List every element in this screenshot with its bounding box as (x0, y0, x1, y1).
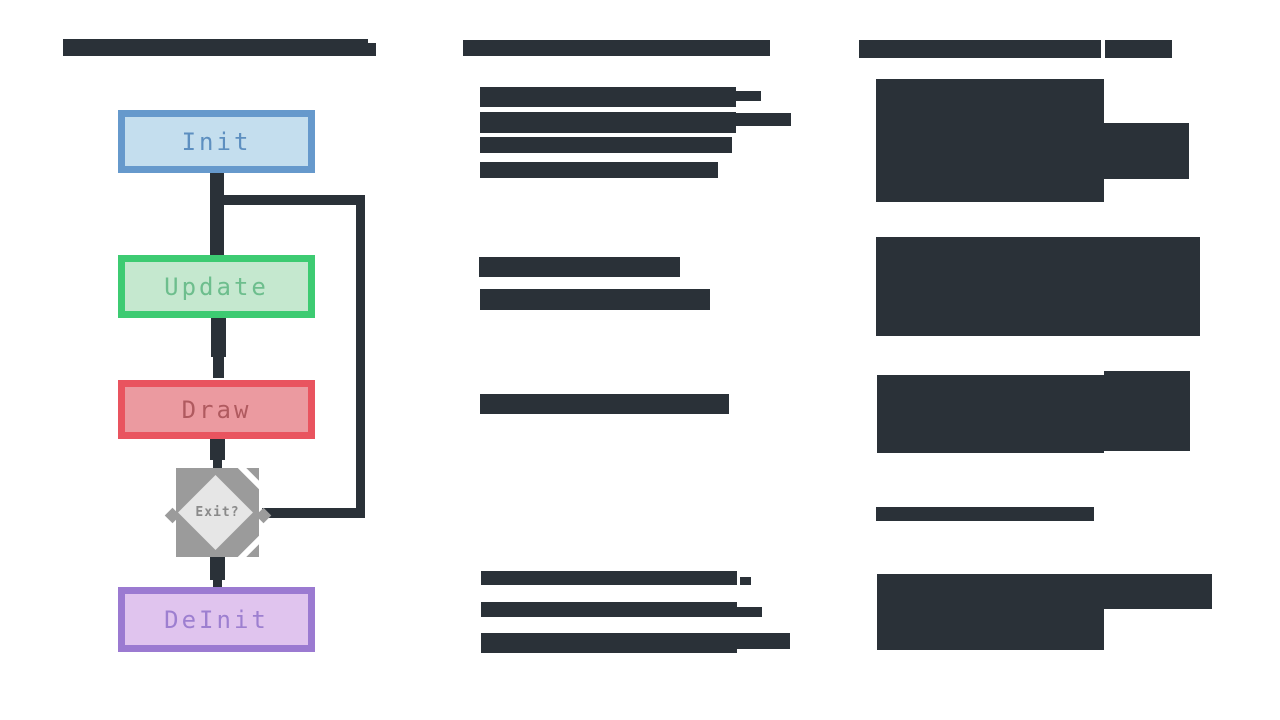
line-loop-top (216, 195, 365, 205)
redacted-text-bar-middle-text-1 (736, 91, 761, 101)
redacted-text-bar-middle-text-4 (737, 607, 762, 617)
redacted-text-bar-middle-text-4 (481, 602, 737, 617)
redacted-text-bar-middle-text-2 (479, 257, 680, 277)
redacted-text-bar-right-block-2 (876, 237, 1200, 336)
flow-node-draw-label: Draw (181, 395, 252, 424)
redacted-text-bar-right-line (876, 507, 1094, 521)
line-init-to-update (210, 173, 224, 255)
flow-node-deinit-label: DeInit (164, 605, 269, 634)
redacted-text-bar-right-header (859, 40, 1101, 58)
redacted-text-bar-middle-text-1 (736, 113, 791, 126)
flow-node-update (118, 255, 315, 318)
flow-node-draw (118, 380, 315, 439)
flow-decision-exit-label-wrap (176, 468, 259, 557)
redacted-text-bar-middle-text-3 (480, 394, 729, 414)
redacted-text-bar-middle-text-4 (481, 633, 737, 653)
flow-node-deinit (118, 587, 315, 652)
flow-decision-exit-label: Exit? (195, 505, 240, 520)
line-loop-right (356, 195, 365, 518)
redacted-text-bar-middle-text-4 (740, 577, 751, 585)
redacted-text-bar-right-block-1 (876, 79, 1104, 202)
redacted-text-bar-right-block-1 (1104, 123, 1189, 179)
redacted-text-bar-right-block-3 (1104, 371, 1190, 451)
redacted-text-bar-left-header (63, 39, 368, 56)
redacted-text-bar-middle-text-1 (480, 162, 718, 178)
flow-node-init (118, 110, 315, 173)
arrowtip-into-deinit (213, 580, 222, 587)
redacted-text-bar-right-header (1105, 40, 1172, 58)
redacted-text-bar-right-block-3 (877, 375, 1104, 453)
redacted-text-bar-right-block-4 (877, 574, 1212, 609)
redacted-text-bar-middle-header (463, 40, 770, 56)
redacted-text-bar-middle-text-2 (480, 289, 710, 310)
flow-node-update-label: Update (164, 272, 269, 301)
arrowtip-into-draw (213, 357, 224, 378)
flow-node-init-label: Init (181, 127, 252, 156)
line-loop-bottom (262, 508, 365, 518)
line-draw-to-exit (210, 438, 225, 460)
redacted-text-bar-right-block-4 (877, 609, 1104, 650)
redacted-text-bar-middle-text-4 (737, 633, 790, 649)
line-update-to-draw (211, 318, 226, 357)
redacted-text-bar-middle-text-1 (480, 87, 736, 107)
redacted-text-bar-middle-text-1 (480, 112, 736, 133)
redacted-text-bar-middle-text-4 (481, 571, 737, 585)
redacted-text-bar-middle-text-1 (480, 137, 732, 153)
redacted-text-bar-left-header (368, 43, 376, 56)
